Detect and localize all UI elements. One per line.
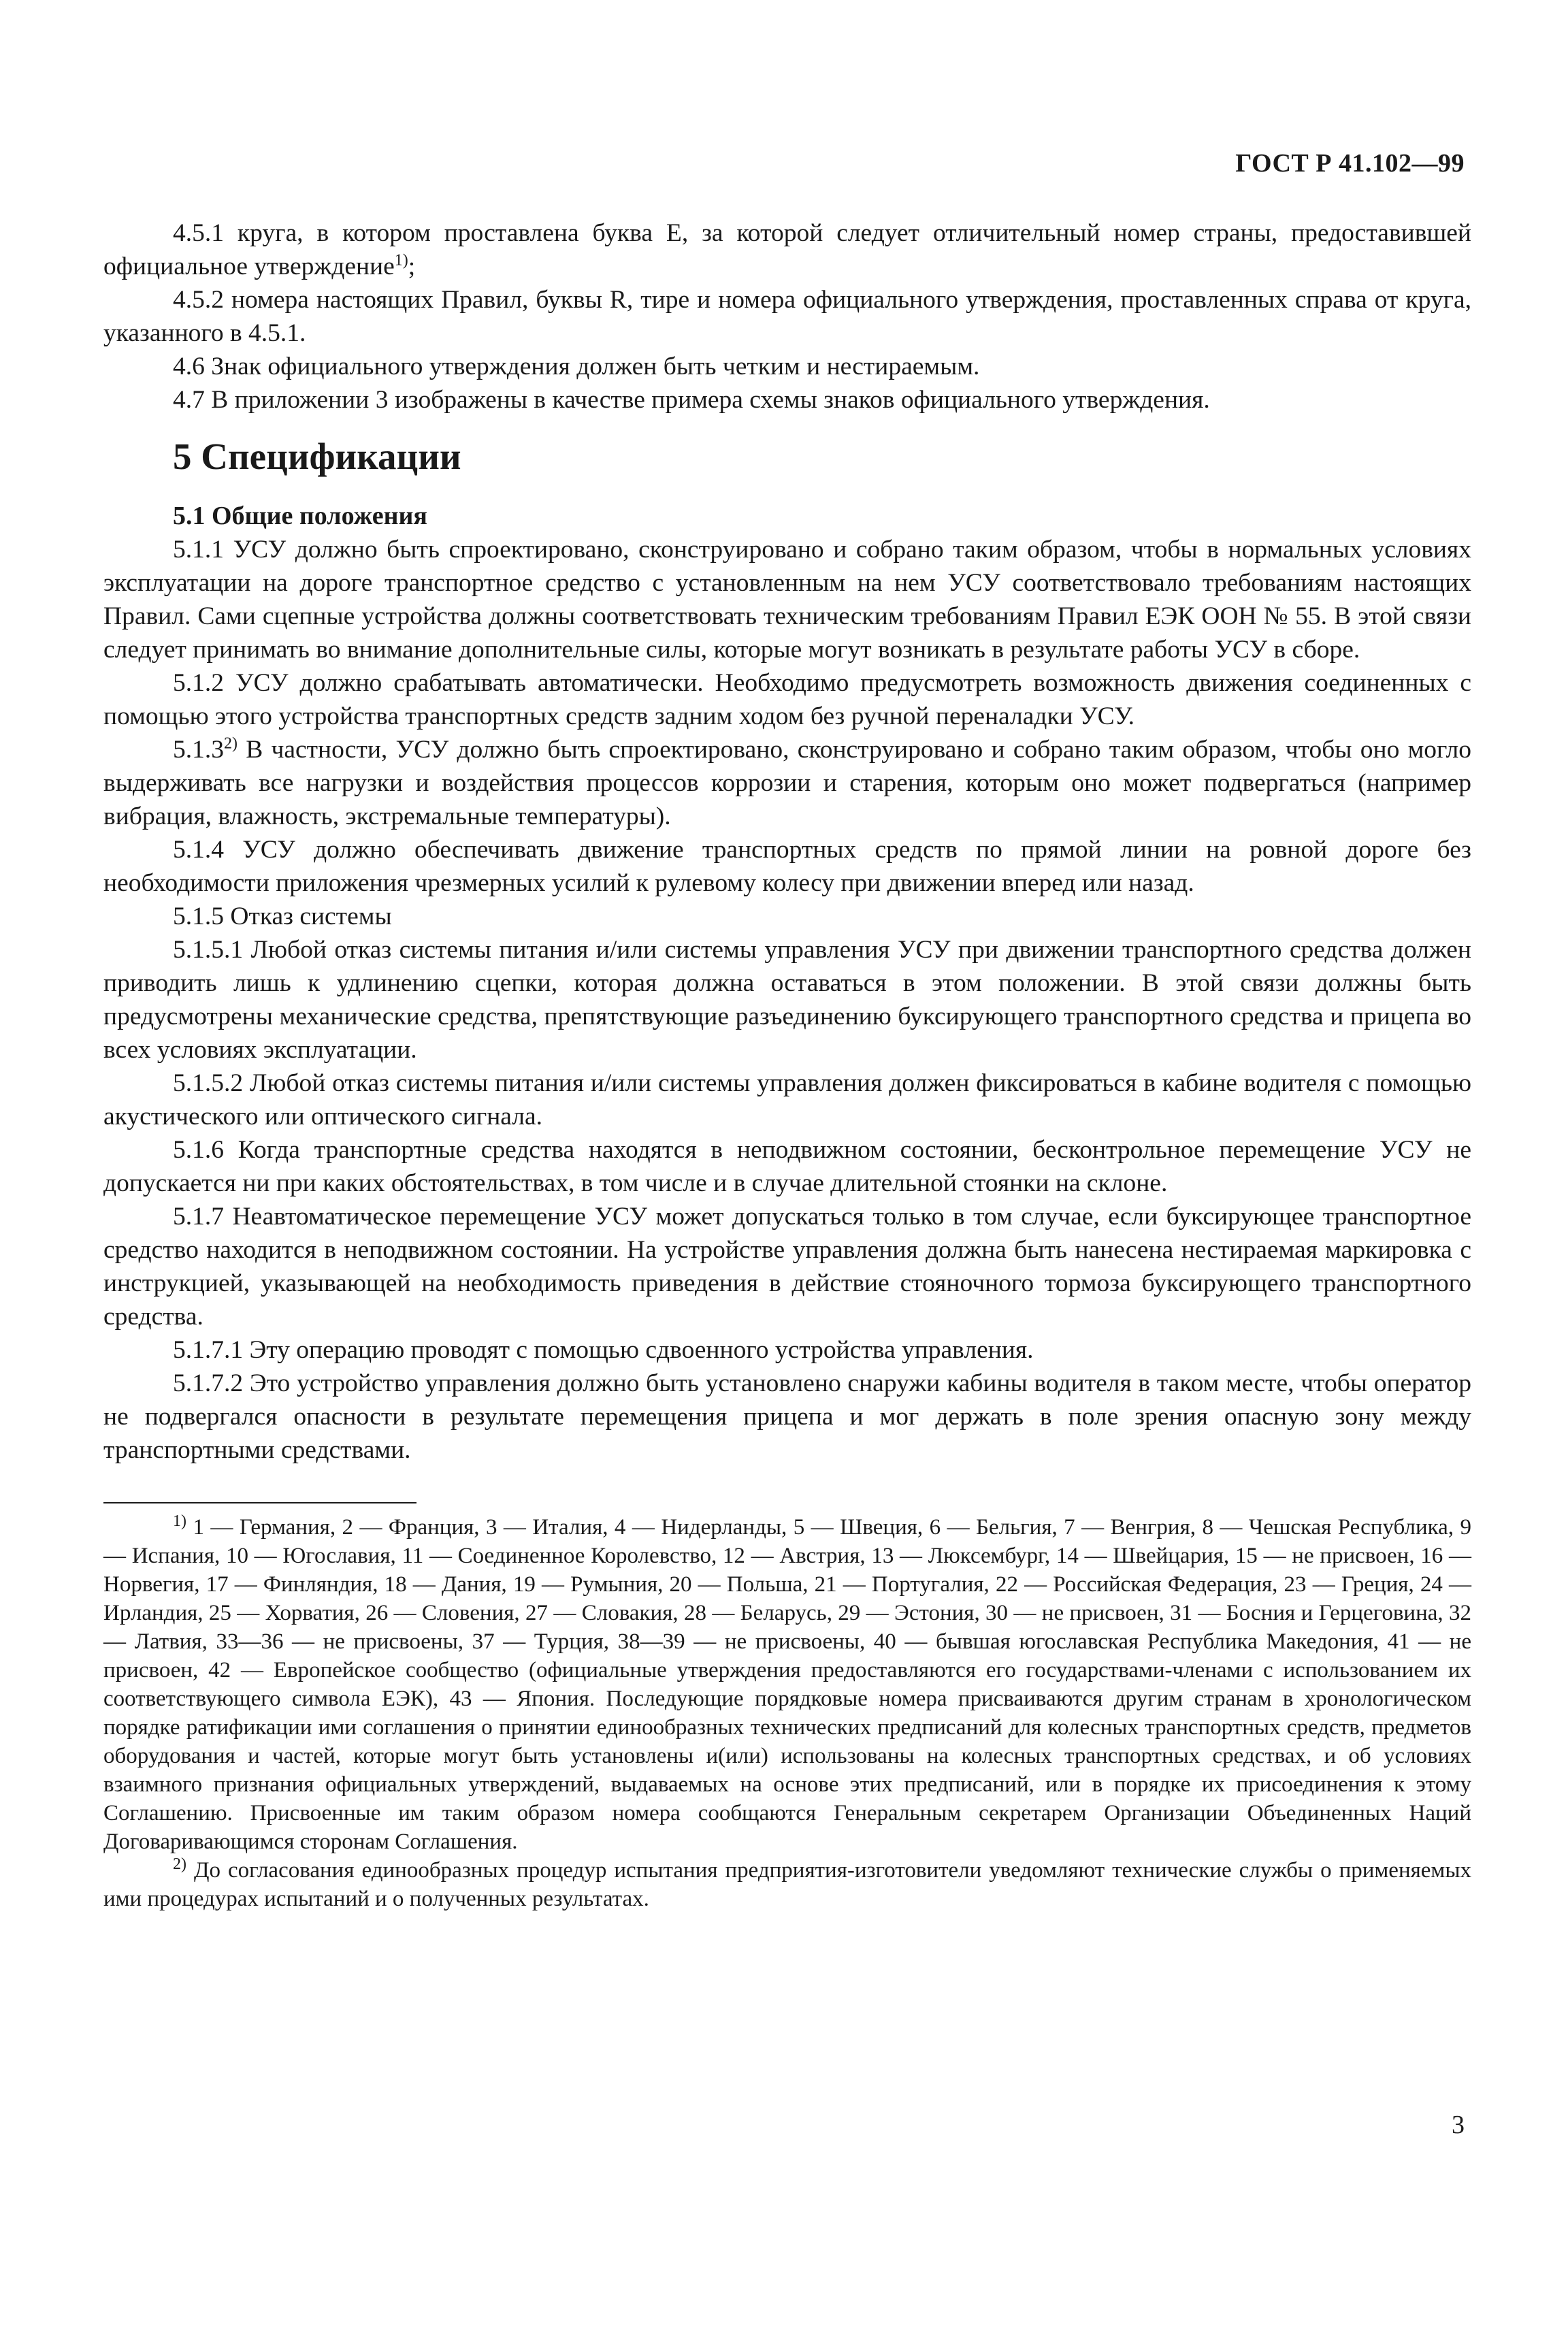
footnote-divider [103, 1502, 416, 1503]
clause-text: В частности, УСУ должно быть спроектировано, сконструировано и собрано таким образом, чтобы оно могло выдерживать все нагрузки и воздействия процессов коррозии и старения, которым оно может подвергаться (например вибрация, влажность, экстремальные температуры). [103, 736, 1471, 830]
footnote-ref[interactable]: 2) [224, 734, 238, 753]
footnote-text: До согласования единообразных процедур испытания предприятия-изготовители уведомляют технические службы о применяемых ими процедурах испытаний и о полученных результатах. [103, 1858, 1471, 1911]
footnote-1 [103, 1513, 1471, 1856]
page-number: 3 [1452, 2111, 1465, 2139]
clause-5-1-3 [103, 733, 1471, 833]
clause-5-1-5: 5.1.5 Отказ системы [173, 902, 392, 930]
footnote-ref[interactable]: 1) [394, 251, 408, 270]
clause-5-1-4: 5.1.4 УСУ должно обеспечивать движение транспортных средств по прямой линии на ровной дороге без необходимости приложения чрезмерных усилий к рулевому колесу при движении вперед или назад. [103, 836, 1471, 897]
clause-5-1-6: 5.1.6 Когда транспортные средства находятся в неподвижном состоянии, бесконтрольное перемещение УСУ не допускается ни при каких обстоятельствах, в том числе и в случае длительной стоянки на склоне. [103, 1136, 1471, 1197]
section-title: 5 Спецификации [173, 436, 461, 477]
clause-5-1-2: 5.1.2 УСУ должно срабатывать автоматически. Необходимо предусмотреть возможность движения соединенных с помощью этого устройства транспортных средств задним ходом без ручной переналадки УСУ. [103, 669, 1471, 730]
clause-5-1-7-1: 5.1.7.1 Эту операцию проводят с помощью сдвоенного устройства управления. [173, 1336, 1034, 1364]
clause-5-1-7: 5.1.7 Неавтоматическое перемещение УСУ может допускаться только в том случае, если буксирующее транспортное средство находится в неподвижном состоянии. На устройстве управления должна быть нанесена нестираемая маркировка с инструкцией, указывающей на необходимость приведения в действие стояночного тормоза буксирующего транспортного средства. [103, 1203, 1471, 1331]
page-content [103, 216, 1471, 1913]
clause-4-6: 4.6 Знак официального утверждения должен быть четким и нестираемым. [173, 353, 980, 380]
clause-text: 4.5.1 круга, в котором проставлена буква Е, за которой следует отличительный номер страны, предоставившей официальное утверждение [103, 219, 1471, 280]
clause-4-7: 4.7 В приложении 3 изображены в качестве примера схемы знаков официального утверждения. [173, 386, 1210, 414]
clause-4-5-2: 4.5.2 номера настоящих Правил, буквы R, тире и номера официального утверждения, проставленных справа от круга, указанного в 4.5.1. [103, 286, 1471, 347]
clause-number: 5.1.3 [173, 736, 224, 764]
clause-5-1-5-2: 5.1.5.2 Любой отказ системы питания и/или системы управления должен фиксироваться в кабине водителя с помощью акустического или оптического сигнала. [103, 1069, 1471, 1131]
footnote-mark: 2) [173, 1855, 186, 1873]
document-code-header: ГОСТ Р 41.102—99 [1235, 149, 1465, 178]
footnote-text: 1 — Германия, 2 — Франция, 3 — Италия, 4 — Нидерланды, 5 — Швеция, 6 — Бельгия, 7 — Венгрия, 8 — Чешская Республика, 9 — Испания, 10 — Югославия, 11 — Соединенное Королевство, 12 — Австрия, 13 — Люксембург, 14 — Швейцария, 15 — не присвоен, 16 — Норвегия, 17 — Финляндия, 18 — Дания, 19 — Румыния, 20 — Польша, 21 — Португалия, 22 — Российская Федерация, 23 — Греция, 24 — Ирландия, 25 — Хорватия, 26 — Словения, 27 — Словакия, 28 — Беларусь, 29 — Эстония, 30 — не присвоен, 31 — Босния и Герцеговина, 32 — Латвия, 33—36 — не присвоены, 37 — Турция, 38—39 — не присвоены, 40 — бывшая югославская Республика Македония, 41 — не присвоен, 42 — Европейское сообщество (официальные утверждения предоставляются его государствами-членами с использованием их соответствующего символа ЕЭК), 43 — Япония. Последующие порядковые номера присваиваются другим странам в хронологическом порядке ратификации ими соглашения о принятии единообразных технических предписаний для колесных транспортных средств, предметов оборудования и частей, которые могут быть установлены и(или) использованы на колесных транспортных средствах, и об условиях взаимного признания официальных утверждений, выдаваемых на основе этих предписаний, или в порядке их присоединения к этому Соглашению. Присвоенные им таким образом номера сообщаются Генеральным секретарем Организации Объединенных Наций Договаривающимся сторонам Соглашения. [103, 1515, 1471, 1854]
clause-4-5-1 [103, 216, 1471, 283]
clause-5-1-5-1: 5.1.5.1 Любой отказ системы питания и/или системы управления УСУ при движении транспортного средства должен приводить лишь к удлинению сцепки, которая должна оставаться в этом положении. В этой связи должны быть предусмотрены механические средства, препятствующие разъединению буксирующего транспортного средства и прицепа во всех условиях эксплуатации. [103, 936, 1471, 1064]
footnote-mark: 1) [173, 1512, 186, 1530]
clause-5-1-1: 5.1.1 УСУ должно быть спроектировано, сконструировано и собрано таким образом, чтобы в нормальных условиях эксплуатации на дороге транспортное средство с установленным на нем УСУ соответствовало требованиям настоящих Правил. Сами сцепные устройства должны соответствовать техническим требованиям Правил ЕЭК ООН № 55. В этой связи следует принимать во внимание дополнительные силы, которые могут возникать в результате работы УСУ в сборе. [103, 536, 1471, 664]
footnote-2 [103, 1856, 1471, 1913]
subsection-title: 5.1 Общие положения [173, 502, 427, 530]
clause-tail: ; [408, 253, 416, 280]
clause-5-1-7-2: 5.1.7.2 Это устройство управления должно быть установлено снаружи кабины водителя в таком месте, чтобы оператор не подвергался опасности в результате перемещения прицепа и мог держать в поле зрения опасную зону между транспортными средствами. [103, 1369, 1471, 1464]
